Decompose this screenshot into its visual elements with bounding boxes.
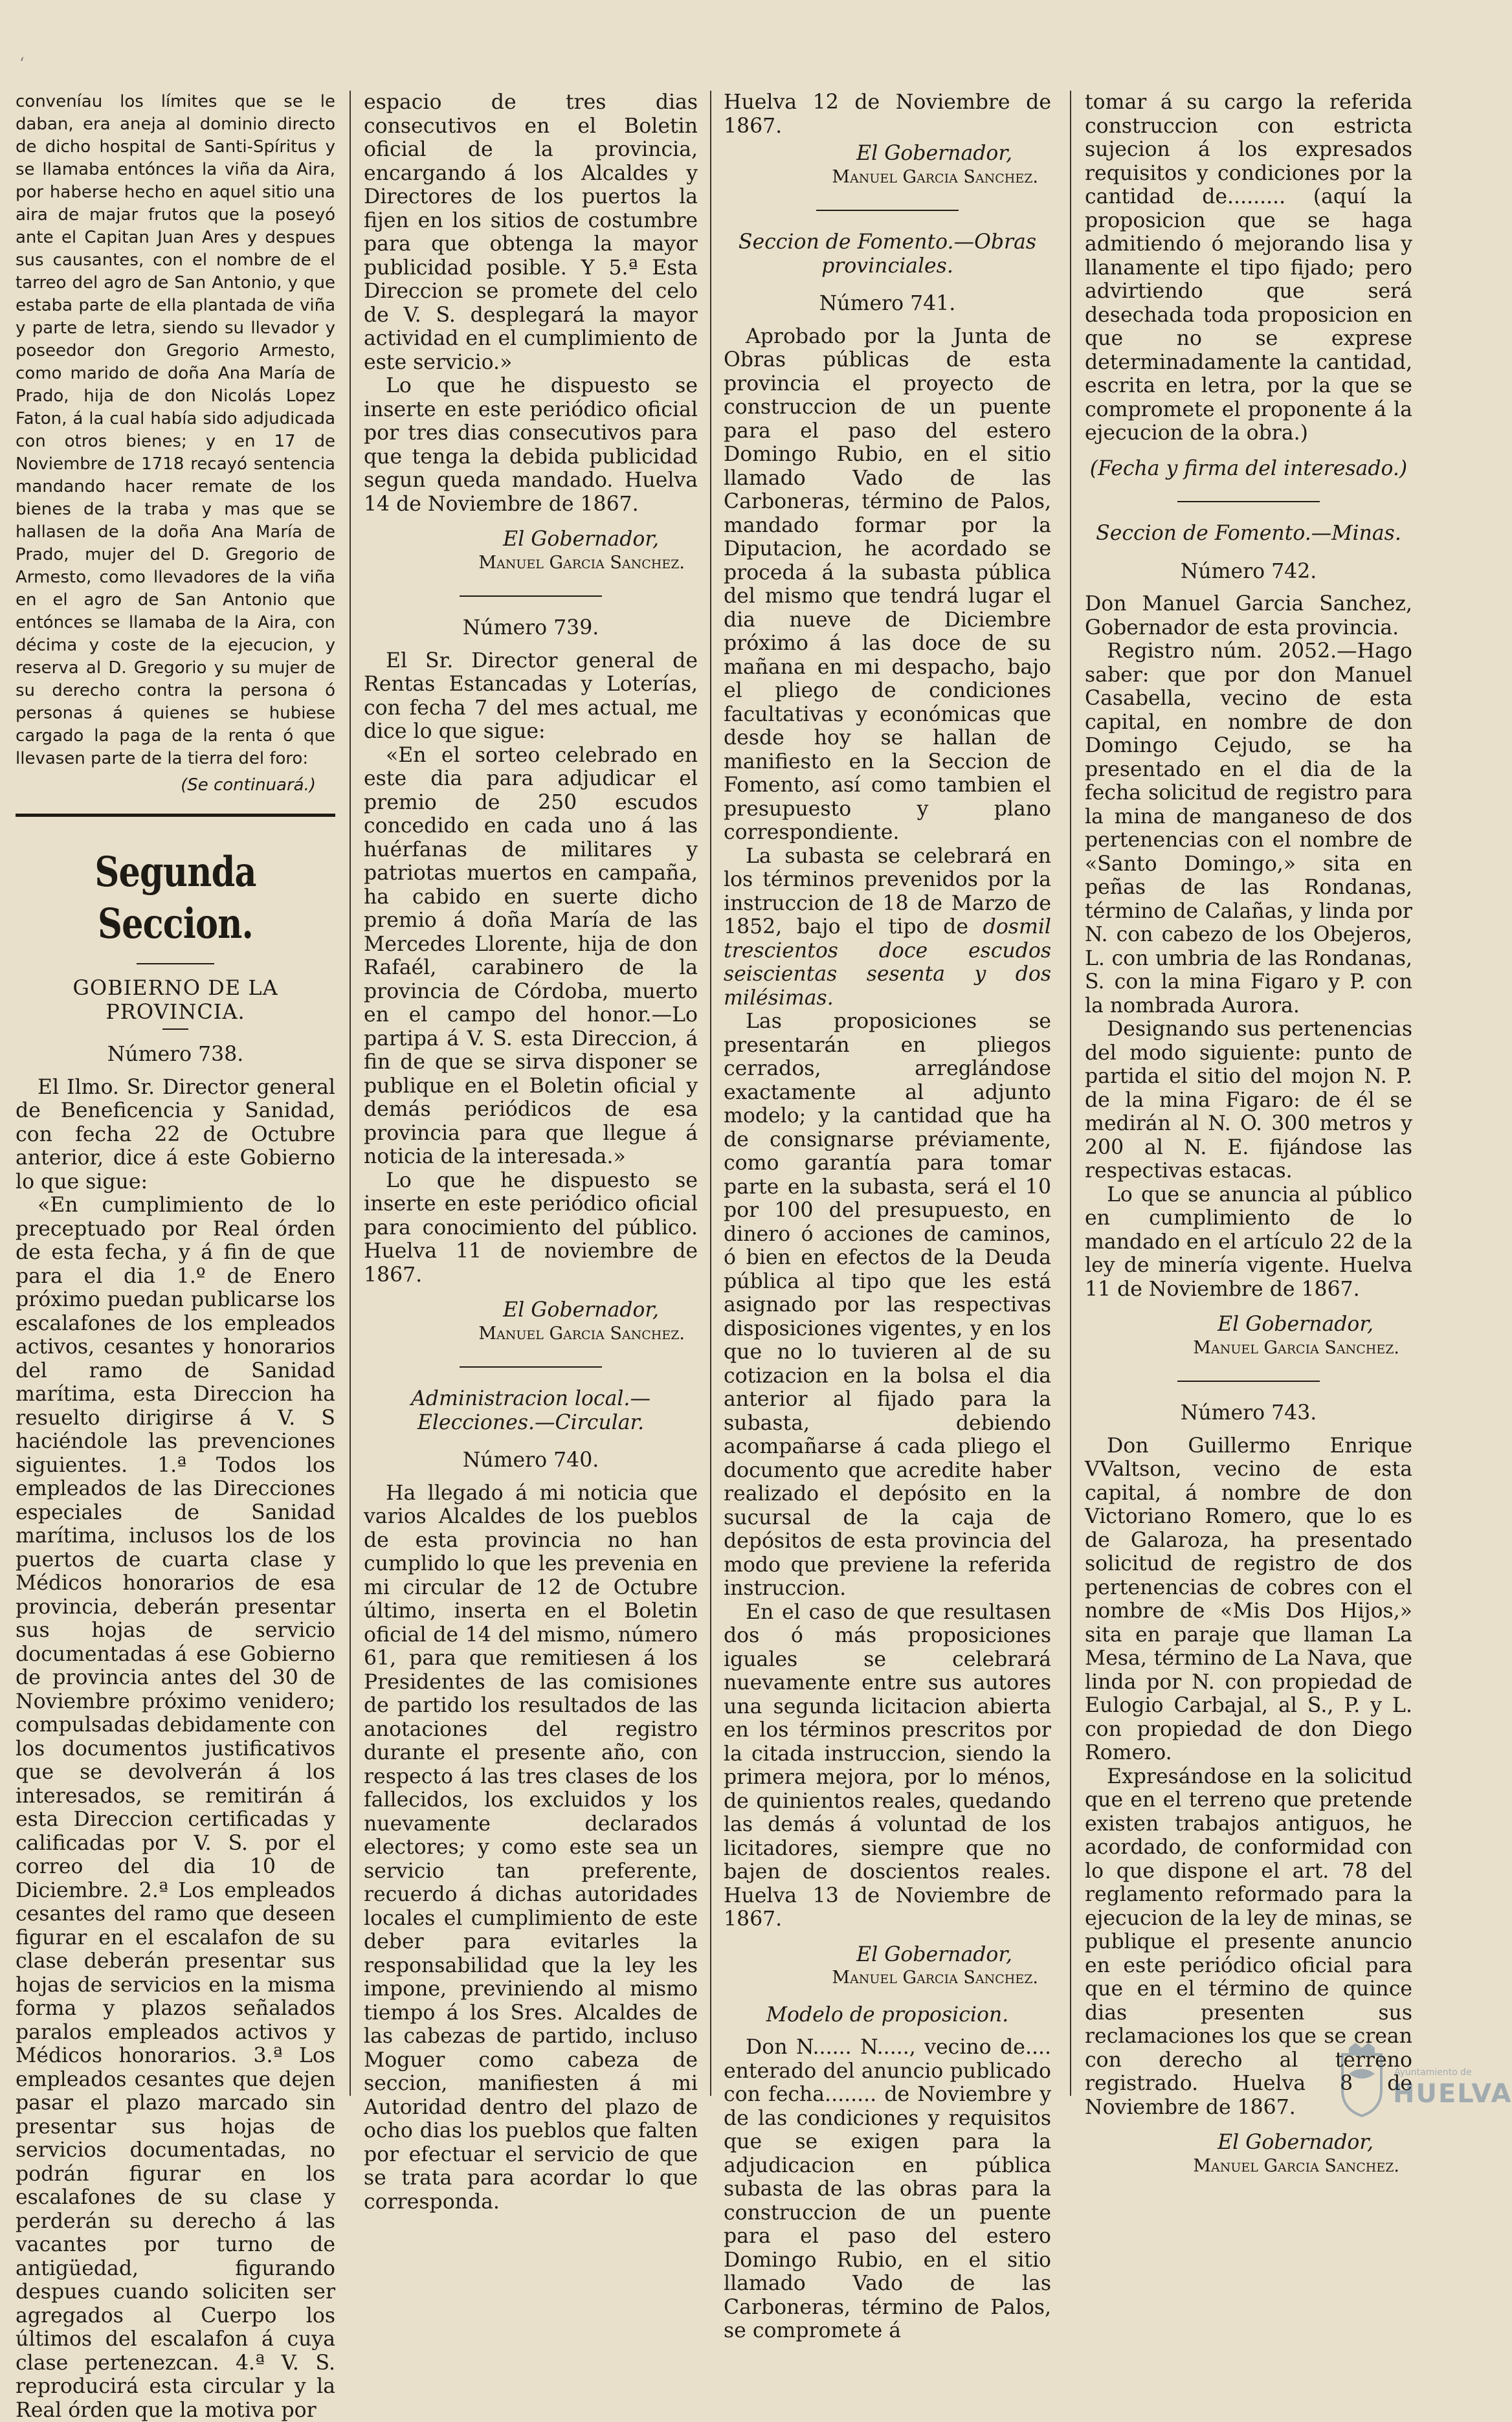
- separator-rule: [1177, 501, 1320, 502]
- number-740: Número 740.: [462, 1449, 599, 1472]
- column-1: [16, 91, 335, 2422]
- paragraph: «En el sorteo celebrado en este dia para adjudicar el premio de 250 escudos concedido en cada uno á las huérfanas de militares y patriotas muertos en campaña, ha cabido en suerte dicho premio á doña María de las Mercedes Llorente, hija de don Rafaél, carabinero de la provincia de Córdoba, muerto en el campo del honor.—Lo partipa á V. S. esta Direccion, á fin de que se sirva disponer se publique en el Boletin oficial y demás periódicos de esa provincia para que llegue á noticia de la interesada.»: [364, 743, 698, 1168]
- amount-italic: dosmil trescientos doce escudos seiscientas sesenta y dos milésimas.: [724, 915, 1051, 1010]
- paragraph: Lo que he dispuesto se inserte en este periódico oficial por tres dias consecutivos para que tenga la debida publicidad segun queda mandado. Huelva 14 de Noviembre de 1867.: [364, 374, 698, 516]
- watermark-big-text: HUELVA: [1393, 2079, 1512, 2109]
- gobierno-heading: GOBIERNO DE LA PROVINCIA.: [72, 975, 278, 1024]
- paragraph: tomar á su cargo la referida construccion con estricta sujecion á los expresados requisitos y condiciones por la cantidad de......... (aquí la proposicion que se haga admitiendo ó mejorando lisa y llanamente el tipo fijado; pero advirtiendo que será desechada toda proposicion en que no se exprese determinadamente la cantidad, escrita en letra, por la que se compromete el proponente á la ejecucion de la obra.): [1085, 91, 1412, 445]
- signer-name: Manuel Garcia Sanchez.: [832, 1968, 1038, 1988]
- signer-name: Manuel Garcia Sanchez.: [478, 552, 685, 573]
- paragraph: Las proposiciones se presentarán en pliegos cerrados, arreglándose exactamente al adjunto modelo; y la cantidad que ha de consignarse préviamente, como garantía para tomar parte en la subasta, será el 10 por 100 del presupuesto, en dinero ó acciones de caminos, ó bien en efectos de la Deuda pública al tipo que les está asignado por las respectivas disposiciones vigentes, y en los que no lo tuvieren al de su cotizacion en la bolsa el dia anterior al fijado para la subasta, debiendo acompañarse á cada pliego el documento que acredite haber realizado el depósito en la sucursal de la caja de depósitos de esta provincia del modo que previene la referida instruccion.: [724, 1010, 1051, 1600]
- paragraph: Don Manuel Garcia Sanchez, Gobernador de esta provincia.: [1085, 592, 1412, 639]
- signer-title: El Gobernador,: [1217, 2131, 1373, 2154]
- signature-note: (Fecha y firma del interesado.): [1089, 456, 1408, 480]
- number-741: Número 741.: [819, 292, 956, 315]
- paragraph: Designando sus pertenencias del modo siguiente: punto de partida el sitio del mojon N. P. de la mina Figaro: de él se medirán al N. O. 300 metros y 200 al N. E. fijándose las respectivas estacas.: [1085, 1017, 1412, 1183]
- signer-name: Manuel Garcia Sanchez.: [1193, 1337, 1399, 1358]
- watermark-small-text: Ayuntamiento de: [1394, 2067, 1472, 2078]
- paragraph: «En cumplimiento de lo preceptuado por Real órden de esta fecha, y á fin de que para el dia 1.º de Enero próximo puedan publicarse los escalafones de los empleados activos, cesantes y honorarios del ramo de Sanidad marítima, esta Direccion ha resuelto dirigirse á V. S haciéndole las prevenciones siguientes. 1.ª Todos los empleados de las Direcciones especiales de Sanidad marítima, inclusos los de los puertos de cuarta clase y Médicos honorarios de esa provincia, deberán presentar sus hojas de servicio documentadas á ese Gobierno de provincia antes del 30 de Noviembre próximo venidero; compulsadas debidamente con los documentos justificativos que se devolverán á los interesados, se remitirán á esta Direccion certificadas y calificadas por V. S. por el correo del dia 10 de Diciembre. 2.ª Los empleados cesantes del ramo que deseen figurar en el escalafon de su clase deberán presentar sus hojas de servicios en la misma forma y plazos señalados paralos empleados activos y Médicos honorarios. 3.ª Los empleados cesantes que dejen pasar el plazo marcado sin presentar sus hojas de servicios documentadas, no podrán figurar en los escalafones de su clase y perderán su derecho á las vacantes por turno de antigüedad, figurando despues cuando soliciten ser agregados al Cuerpo los últimos del escalafon á cuya clase pertenezcan. 4.ª V. S. reproducirá esta circular y la Real órden que la motiva por: [16, 1194, 335, 2422]
- section-title: Segunda Seccion.: [94, 848, 256, 948]
- paragraph: [724, 845, 1051, 1010]
- model-heading: Modelo de proposicion.: [766, 2003, 1009, 2027]
- signature-block: [724, 1943, 1051, 1990]
- signature-block: [724, 142, 1051, 189]
- number-742: Número 742.: [1180, 559, 1317, 583]
- ornament-rule: [137, 963, 214, 964]
- crest-icon: [1336, 2041, 1388, 2119]
- paragraph: Don N...... N....., vecino de.... enterado del anuncio publicado con fecha........ de Noviembre y de las condiciones y requisitos que se exigen para la adjudicacion en pública subasta de las obras para la construccion de un puente para el paso del estero Domingo Rubio, en el sitio llamado Vado de las Carboneras, término de Palos, se compromete á: [724, 2036, 1051, 2342]
- subsection-heading: Seccion de Fomento.—Obras provinciales.: [738, 230, 1037, 278]
- paragraph: Ha llegado á mi noticia que varios Alcaldes de los pueblos de esta provincia no han cumplido lo que les prevenia en mi circular de 12 de Octubre último, inserta en el Boletin oficial de 14 del mismo, número 61, para que remitiesen á los Presidentes de las comisiones de partido los resultados de las anotaciones del registro durante el presente año, con respecto á las tres clases de los fallecidos, los excluidos y los nuevamente declarados electores; y como este sea un servicio tan preferente, recuerdo á dichas autoridades locales el cumplimiento de este deber para evitarles la responsabilidad que la ley les impone, previniendo al mismo tiempo á los Sres. Alcaldes de las cabezas de partido, incluso Moguer como cabeza de seccion, manifiesten á mi Autoridad dentro del plazo de ocho dias los pueblos que falten por efectuar el servicio de que se trata para acordar lo que corresponda.: [364, 1481, 698, 2214]
- paragraph: El Ilmo. Sr. Director general de Beneficencia y Sanidad, con fecha 22 de Octubre anterior, dice á este Gobierno lo que sigue:: [16, 1075, 335, 1194]
- separator-rule: [1177, 1381, 1320, 1382]
- separator-rule: [816, 210, 959, 211]
- column-3: [724, 91, 1051, 2342]
- signer-title: El Gobernador,: [503, 1298, 659, 1322]
- signer-title: El Gobernador,: [856, 142, 1012, 165]
- column-rule: [1070, 91, 1071, 2096]
- paragraph: El Sr. Director general de Rentas Estancadas y Loterías, con fecha 7 del mes actual, me dice lo que sigue:: [364, 649, 698, 743]
- separator-rule: [460, 595, 602, 597]
- column-2: [364, 91, 698, 2214]
- column-rule: [350, 91, 351, 2096]
- corner-mark: ʻ: [19, 54, 25, 72]
- separator-rule: [460, 1366, 602, 1368]
- signer-title: El Gobernador,: [1217, 1313, 1373, 1336]
- signature-block: [364, 528, 698, 575]
- continued-text: conveníau los límites que se le daban, era aneja al dominio directo de dicho hospital de Santi-Spíritus y se llamaba entónces la viña da Aira, por haberse hecho en aquel sitio una aira de majar frutos que la poseyó ante el Capitan Juan Ares y despues sus causantes, con el nombre de el tarreo del agro de San Antonio, y que estaba parte de ella plantada de viña y parte de letra, siendo su llevador y poseedor don Gregorio Armesto, como marido de doña Ana María de Prado, hija de don Nicolás Lopez Faton, á la cual había sido adjudicada con otros bienes; y en 17 de Noviembre de 1718 recayó sentencia mandando hacer remate de los bienes de la traba y mas que se hallasen de la doña Ana María de Prado, mujer del D. Gregorio de Armesto, como llevadores de la viña en el agro de San Antonio que entónces se llamaba de la Aira, con décima y coste de la ejecucion, y reserva al D. Gregorio y su mujer de su derecho contra la persona ó personas á quienes se hubiese cargado la paga de la renta ó que llevasen parte de la tierra del foro:: [16, 92, 335, 768]
- number-739: Número 739.: [462, 616, 599, 639]
- paragraph: En el caso de que resultasen dos ó más proposiciones iguales se celebrará nuevamente entre sus autores una segunda licitacion abierta en los términos prescritos por la citada instruccion, siendo la primera mejora, por lo ménos, de quinientos reales, quedando las demás á voluntad de los licitadores, siempre que no bajen de doscientos reales. Huelva 13 de Noviembre de 1867.: [724, 1600, 1051, 1931]
- paragraph-text: La subasta se celebrará en los términos prevenidos por la instruccion de 18 de Marzo de 1852, bajo el tipo de: [724, 844, 1051, 939]
- signer-title: El Gobernador,: [856, 1942, 1012, 1966]
- subsection-heading: Administracion local.—Elecciones.—Circular.: [411, 1387, 650, 1434]
- paragraph: Huelva 12 de Noviembre de 1867.: [724, 91, 1051, 138]
- column-4: [1085, 91, 1413, 2176]
- signer-name: Manuel Garcia Sanchez.: [478, 1323, 685, 1344]
- signature-block: [364, 1298, 698, 1346]
- short-rule: [162, 1028, 188, 1030]
- paragraph: Lo que se anuncia al público en cumplimiento de lo mandado en el artículo 22 de la ley de minería vigente. Huelva 11 de Noviembre de 1867.: [1085, 1183, 1413, 1301]
- signer-name: Manuel Garcia Sanchez.: [832, 166, 1038, 187]
- subsection-heading: Seccion de Fomento.—Minas.: [1096, 522, 1401, 545]
- watermark-logo: [1336, 2041, 1512, 2139]
- signer-title: El Gobernador,: [503, 528, 659, 551]
- paragraph: Registro núm. 2052.—Hago saber: que por don Manuel Casabella, vecino de esta capital, en nombre de don Domingo Cejudo, se ha presentado en el dia de la fecha solicitud de registro para la mina de manganeso de dos pertenencias con el nombre de «Santo Domingo,» sita en peñas de las Rondanas, término de Calañas, y linda por N. con cabezo de los Obejeros, L. con umbria de las Rondanas, S. con la mina Figaro y P. con la nombrada Aurora.: [1085, 639, 1412, 1017]
- number-743: Número 743.: [1180, 1401, 1317, 1425]
- signature-block: [1085, 1313, 1412, 1360]
- column-rule: [710, 91, 711, 2096]
- paragraph: Expresándose en la solicitud que en el terreno que pretende existen trabajos antiguos, he acordado, de conformidad con lo que dispone el art. 78 del reglamento reformado para la ejecucion de la ley de minas, se publique el presente anuncio en este periódico oficial para que en el término de quince dias presenten sus reclamaciones los que se crean con derecho al terreno registrado. Huelva 8 de Noviembre de 1867.: [1085, 1764, 1412, 2119]
- paragraph: Lo que he dispuesto se inserte en este periódico oficial para conocimiento del público. Huelva 11 de noviembre de 1867.: [364, 1168, 698, 1287]
- continuation-note: (Se continuará.): [181, 775, 316, 795]
- paragraph: espacio de tres dias consecutivos en el Boletin oficial de la provincia, encargando á los Alcaldes y Directores de los puertos la fijen en los sitios de costumbre para que obtenga la mayor publicidad posible. Y 5.ª Esta Direccion se promete del celo de V. S. desplegará la mayor actividad en el cumplimiento de este servicio.»: [364, 91, 698, 374]
- paragraph: Don Guillermo Enrique VValtson, vecino de esta capital, á nombre de don Victoriano Romero, que lo es de Galaroza, ha presentado solicitud de registro de dos pertenencias de cobres con el nombre de «Mis Dos Hijos,» sita en paraje que llaman La Mesa, término de La Nava, que linda por N. con propiedad de Eulogio Carbajal, al S., P. y L. con propiedad de don Diego Romero.: [1085, 1434, 1412, 1764]
- number-738: Número 738.: [107, 1043, 244, 1066]
- signer-name: Manuel Garcia Sanchez.: [1193, 2155, 1399, 2176]
- section-divider: [16, 814, 335, 817]
- paragraph: Aprobado por la Junta de Obras públicas de esta provincia el proyecto de construccion de un puente para el paso del estero Domingo Rubio, en el sitio llamado Vado de las Carboneras, término de Palos, mandado formar por la Diputacion, he acordado se proceda á la subasta pública del mismo que tendrá lugar el dia nueve de Diciembre próximo á las doce de su mañana en mi despacho, bajo el pliego de condiciones facultativas y económicas que desde hoy se hallan de manifiesto en la Seccion de Fomento, así como tambien el presupuesto y plano correspondiente.: [724, 324, 1051, 844]
